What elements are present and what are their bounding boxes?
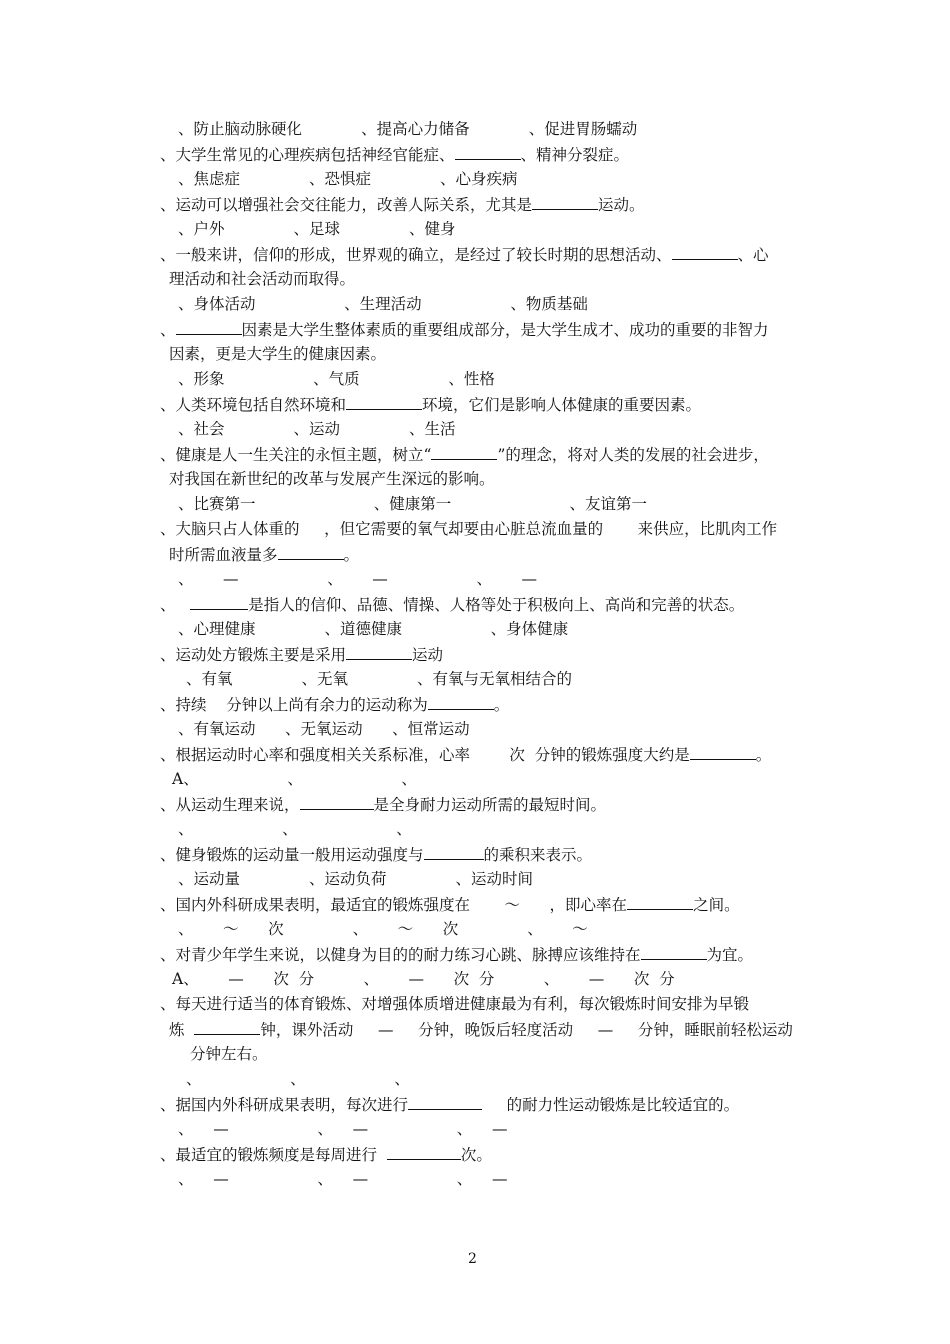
answer-blank[interactable] [431, 444, 497, 460]
option-line: 、心理健康 、道德健康 、身体健康 [178, 620, 569, 638]
question-stem [160, 244, 769, 265]
stem-text: 运动 [412, 646, 444, 664]
stem-text: 钟，课外活动 — 分钟，晚饭后轻度活动 — 分钟，睡眠前轻松运动 [260, 1021, 793, 1039]
option-line: 、 、 、 [186, 1070, 410, 1088]
answer-blank[interactable] [300, 794, 374, 810]
stem-text: 因素是大学生整体素质的重要组成部分，是大学生成才、成功的重要的非智力 [241, 321, 769, 339]
stem-text: 为宜。 [706, 946, 754, 964]
answer-blank[interactable] [690, 744, 756, 760]
stem-text: 、最适宜的锻炼频度是每周进行 [160, 1146, 387, 1164]
stem-text: 。 [755, 746, 772, 764]
option-line: 、比赛第一 、健康第一 、友谊第一 [178, 495, 647, 513]
stem-text: 运动。 [598, 196, 645, 214]
question-stem [160, 144, 629, 165]
question-stem: 、大脑只占人体重的 ，但它需要的氧气却要由心脏总流血量的 来供应，比肌肉工作 [160, 520, 778, 538]
stem-text: 、 [160, 321, 176, 339]
question-stem [160, 694, 509, 715]
answer-blank[interactable] [672, 244, 738, 260]
answer-blank[interactable] [190, 594, 248, 610]
stem-text: 、 [160, 596, 191, 614]
stem-text: 。 [493, 696, 510, 714]
option-line: 、 ～ 次 、 ～ 次 、 ～ [178, 920, 588, 938]
stem-text: 炼 [169, 1021, 195, 1039]
option-line: 、身体活动 、生理活动 、物质基础 [178, 295, 588, 313]
stem-text: 之间。 [693, 896, 740, 914]
question-stem [160, 394, 701, 415]
answer-blank[interactable] [408, 1094, 482, 1110]
question-stem [160, 944, 753, 965]
answer-blank[interactable] [278, 544, 344, 560]
question-stem-continued [169, 1019, 793, 1040]
stem-text: 。 [343, 546, 360, 564]
question-stem [160, 319, 769, 340]
stem-text: 、据国内外科研成果表明，每次进行 [160, 1096, 409, 1114]
option-line: A、 — 次 分 、 — 次 分 、 — 次 分 [172, 970, 675, 988]
option-line: 、形象 、气质 、性格 [178, 370, 495, 388]
option-line: 、焦虑症 、恐惧症 、心身疾病 [178, 170, 518, 188]
option-line: 、 — 、 — 、 — [178, 1120, 508, 1138]
question-stem-continued: 理活动和社会活动而取得。 [169, 270, 356, 288]
stem-text: 、对青少年学生来说，以健身为目的的耐力练习心跳、脉搏应该维持在 [160, 946, 641, 964]
answer-blank[interactable] [424, 844, 484, 860]
option-line: 、有氧 、无氧 、有氧与无氧相结合的 [186, 670, 572, 688]
question-stem: 、每天进行适当的体育锻炼、对增强体质增进健康最为有利，每次锻炼时间安排为早锻 [160, 995, 750, 1013]
stem-text: 、大学生常见的心理疾病包括神经官能症、 [160, 146, 455, 164]
answer-blank[interactable] [627, 894, 693, 910]
stem-text: 环境，它们是影响人体健康的重要因素。 [422, 396, 702, 414]
answer-blank[interactable] [346, 394, 422, 410]
answer-blank[interactable] [194, 1019, 260, 1035]
stem-text: 是指人的信仰、品德、情操、人格等处于积极向上、高尚和完善的状态。 [248, 596, 745, 614]
stem-text: ”的理念，将对人类的发展的社会进步， [497, 446, 769, 464]
stem-text: 次。 [460, 1146, 492, 1164]
option-line: 、 — 、 — 、 — [178, 1170, 508, 1188]
question-stem-continued: 分钟左右。 [190, 1045, 268, 1063]
answer-blank[interactable] [387, 1144, 461, 1160]
question-stem [160, 744, 771, 765]
question-stem [160, 644, 443, 665]
option-line: 、 — 、 — 、 — [178, 570, 538, 588]
question-stem [160, 1094, 739, 1115]
answer-blank[interactable] [346, 644, 412, 660]
stem-text: 、心 [737, 246, 769, 264]
answer-blank[interactable] [641, 944, 707, 960]
option-line: 、 、 、 [178, 820, 412, 838]
stem-text: 、持续 分钟以上尚有余力的运动称为 [160, 696, 428, 714]
option-line: 、运动量 、运动负荷 、运动时间 [178, 870, 533, 888]
stem-text: 、运动处方锻炼主要是采用 [160, 646, 347, 664]
stem-text: 、一般来讲，信仰的形成，世界观的确立，是经过了较长时期的思想活动、 [160, 246, 672, 264]
answer-blank[interactable] [428, 694, 494, 710]
stem-text: 、健康是人一生关注的永恒主题，树立“ [160, 446, 432, 464]
question-stem-continued: 对我国在新世纪的改革与发展产生深远的影响。 [169, 470, 495, 488]
question-stem [160, 444, 769, 465]
question-stem [160, 794, 606, 815]
question-stem [160, 894, 740, 915]
stem-text: 、运动可以增强社会交往能力，改善人际关系，尤其是 [160, 196, 533, 214]
stem-text: 、根据运动时心率和强度相关关系标准，心率 次 分钟的锻炼强度大约是 [160, 746, 690, 764]
question-stem [160, 194, 645, 215]
stem-text: 、国内外科研成果表明，最适宜的锻炼强度在 ～ ，即心率在 [160, 896, 628, 914]
stem-text: 时所需血液量多 [169, 546, 278, 564]
option-line: 、有氧运动 、无氧运动 、恒常运动 [178, 720, 470, 738]
question-stem-continued [169, 544, 359, 565]
stem-text: 、从运动生理来说， [160, 796, 300, 814]
option-line: 、社会 、运动 、生活 [178, 420, 456, 438]
stem-text: 的乘积来表示。 [483, 846, 593, 864]
stem-text: 、健身锻炼的运动量一般用运动强度与 [160, 846, 424, 864]
question-stem [160, 844, 592, 865]
answer-blank[interactable] [532, 194, 598, 210]
stem-text: 是全身耐力运动所需的最短时间。 [373, 796, 607, 814]
option-line: 、户外 、足球 、健身 [178, 220, 456, 238]
page-number: 2 [468, 1251, 477, 1267]
option-line: A、 、 、 [172, 770, 417, 788]
question-stem [160, 1144, 492, 1165]
answer-blank[interactable] [176, 319, 242, 335]
stem-text: 、精神分裂症。 [520, 146, 630, 164]
stem-text: 的耐力性运动锻炼是比较适宜的。 [482, 1096, 740, 1114]
question-stem-continued: 因素，更是大学生的健康因素。 [169, 345, 387, 363]
question-stem [160, 594, 744, 615]
option-line: 、防止脑动脉硬化 、提高心力储备 、促进胃肠蠕动 [178, 120, 638, 138]
stem-text: 、人类环境包括自然环境和 [160, 396, 347, 414]
answer-blank[interactable] [455, 144, 521, 160]
